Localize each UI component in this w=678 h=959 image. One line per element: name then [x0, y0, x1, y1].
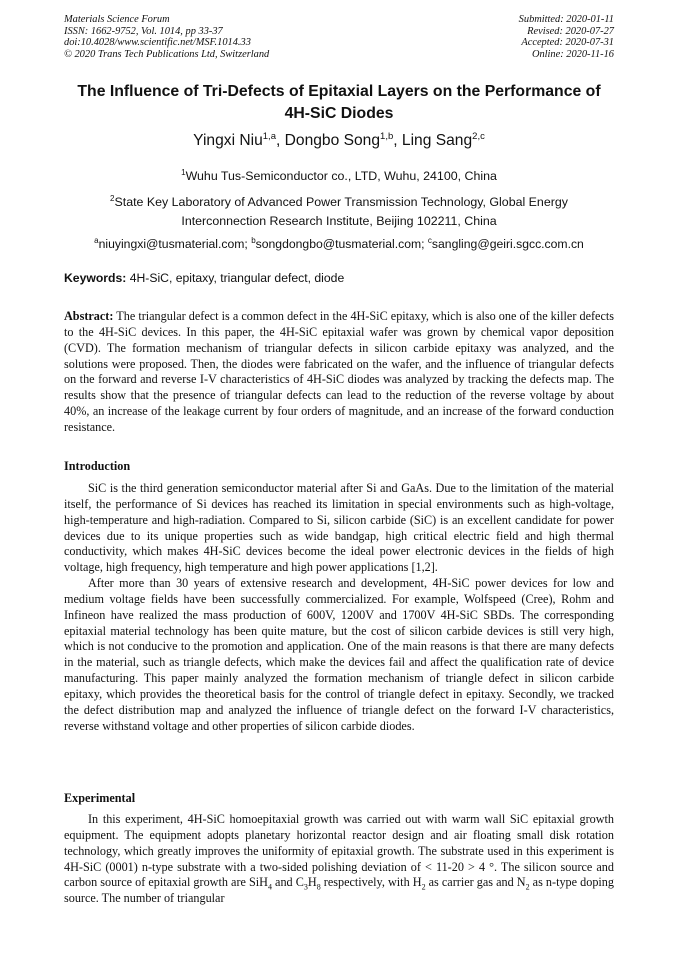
affiliation-1-sup: 1 — [181, 168, 186, 177]
author-sup: 1,a — [262, 131, 276, 142]
email-c-sup: c — [427, 236, 432, 245]
author-list — [40, 127, 638, 151]
experimental-body — [64, 812, 614, 907]
introduction-paragraph-2: After more than 30 years of extensive research and development, 4H-SiC power devices for low and medium voltage fields have been successfully commercialized. For example, Wolfspeed (Cree), Rohm and Infineon have realized the mass production of 600V, 1200V and 1700V 4H-SiC SBDs. The corresponding epitaxial material technology has been quite mature, but the cost of silicon carbide devices is still very high, which is not conducive to the promotion and application. One of the main reasons is that there are many defects in the material, such as triangle defects, which make the devices fail and affect the qualification rate of device manufacturing. This paper mainly analyzed the formation mechanism of triangle defect in silicon carbide epitaxy, which provides the theoretical basis for the control of triangle defect in epitaxy. Secondly, we tracked the defect distribution map and analyzed the influence of triangle defect on the forward I-V characteristics, reverse withstand voltage and other properties of silicon carbide diodes. — [64, 576, 614, 733]
exp-sub: 8 — [316, 882, 321, 892]
email-b: songdongbo@tusmaterial.com; — [255, 237, 428, 252]
exp-text-e: as carrier gas and N — [425, 875, 526, 890]
abstract-label: Abstract: — [64, 309, 114, 323]
introduction-body — [64, 481, 614, 735]
email-a: niuyingxi@tusmaterial.com; — [98, 237, 252, 252]
author-emails — [40, 232, 638, 253]
author-name: Ling Sang — [401, 132, 473, 150]
exp-sub: 4 — [267, 882, 272, 892]
introduction-heading: Introduction — [64, 459, 131, 473]
email-a-sup: a — [94, 236, 99, 245]
author-sep: , — [393, 132, 402, 150]
doi: doi:10.4028/www.scientific.net/MSF.1014.33 — [64, 37, 251, 48]
affiliation-2 — [40, 190, 638, 230]
exp-text-f: as n-type doping source. The number of triangular — [64, 875, 614, 906]
issn: ISSN: 1662-9752, Vol. 1014, pp 33-37 — [64, 25, 223, 37]
copyright: © 2020 Trans Tech Publications Ltd, Switzerland — [64, 48, 270, 60]
keywords — [64, 269, 614, 287]
journal-header — [64, 14, 614, 60]
affiliation-2-sup: 2 — [110, 194, 115, 203]
abstract — [64, 309, 614, 436]
online-date: Online: 2020-11-16 — [531, 48, 614, 60]
author-name: Dongbo Song — [284, 132, 381, 150]
affiliation-1 — [40, 164, 638, 186]
title-line-2: 4H-SiC Diodes — [284, 105, 394, 122]
author-name: Yingxi Niu — [193, 132, 263, 150]
affiliation-1-text: Wuhu Tus-Semiconductor co., LTD, Wuhu, 24100, China — [185, 169, 497, 184]
keywords-text: 4H-SiC, epitaxy, triangular defect, diode — [126, 271, 345, 285]
author-sep: , — [275, 132, 285, 150]
email-b-sup: b — [251, 236, 256, 245]
accepted-date: Accepted: 2020-07-31 — [521, 37, 614, 48]
exp-text-a: In this experiment, 4H-SiC homoepitaxial growth was carried out with warm wall SiC epitaxial growth equipment. The equipment adopts planetary horizontal reactor design and air floating small disk rotation technology, which greatly improves the uniformity of epitaxial growth. The substrate used in this experiment is 4H-SiC (0001) n-type substrate with a two-sided polishing deviation of < 11-20 > 4 °. The silicon source and carbon source of epitaxial growth are SiH — [64, 812, 614, 890]
affiliation-2-line-1: State Key Laboratory of Advanced Power Transmission Technology, Global Energy — [114, 195, 568, 210]
email-c: sangling@geiri.sgcc.com.cn — [431, 237, 584, 252]
exp-text-d: respectively, with H — [320, 875, 422, 890]
title-line-1: The Influence of Tri-Defects of Epitaxial Layers on the Performance of — [77, 83, 601, 100]
exp-sub: 2 — [525, 882, 530, 892]
introduction-paragraph-1: SiC is the third generation semiconductor material after Si and GaAs. Due to the limitation of the material itself, the performance of Si devices has reached its limitation in special environments such as high-voltage, high-temperature and high-radiation. Compared to Si, silicon carbide (SiC) is an excellent candidate for power devices due to its unique properties such as wide bandgap, high critical electric field and high thermal conductivity, which makes 4H-SiC devices become the ideal power electronic devices in the fields of high voltage, high frequency, high temperature and high power applications [1,2]. — [64, 481, 614, 575]
exp-sub: 2 — [421, 882, 426, 892]
exp-text-b: and C — [271, 875, 304, 890]
exp-text-c: H — [307, 875, 317, 890]
paper-title — [40, 81, 638, 125]
affiliation-2-line-2: Interconnection Research Institute, Beijing 102211, China — [181, 213, 497, 228]
experimental-paragraph-1 — [64, 812, 614, 907]
experimental-heading: Experimental — [64, 791, 136, 805]
header-right — [519, 14, 614, 60]
author-sup: 1,b — [380, 131, 394, 142]
keywords-label: Keywords: — [64, 271, 127, 285]
author-sup: 2,c — [472, 131, 485, 142]
abstract-text: The triangular defect is a common defect in the 4H-SiC epitaxy, which is also one of the killer defects to the 4H-SiC devices. In this paper, the 4H-SiC epitaxial wafer was grown by chemical vapor deposition (CVD). The formation mechanism of triangular defects in silicon carbide epitaxy was analyzed, and the solutions were proposed. Then, the diodes were fabricated on the wafer, and the influence of triangular defects on the forward and reverse I-V characteristics of 4H-SiC diodes was analyzed by tracking the defects map. The results show that the presence of triangular defects can lead to the reduction of the reverse voltage by about 40%, an increase of the leakage current by four orders of magnitude, and an increase of the forward conduction resistance. — [64, 309, 614, 434]
submitted-date: Submitted: 2020-01-11 — [518, 14, 614, 25]
exp-sub: 3 — [303, 882, 308, 892]
header-left — [64, 14, 269, 60]
journal-name: Materials Science Forum — [64, 14, 170, 25]
revised-date: Revised: 2020-07-27 — [527, 25, 614, 37]
